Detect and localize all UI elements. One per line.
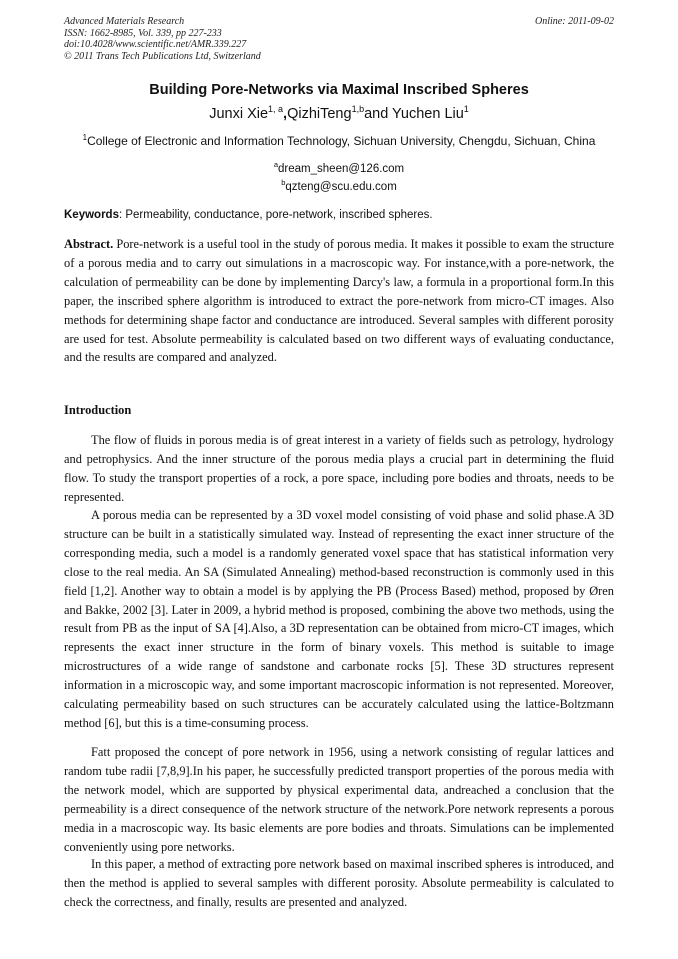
keywords-text: : Permeability, conductance, pore-network, inscribed spheres. [118, 209, 433, 221]
abstract-label: Abstract. [64, 237, 114, 251]
email-a-line [0, 160, 678, 175]
section-heading-introduction: Introduction [64, 403, 132, 417]
author-1-name: Junxi Xie [209, 105, 269, 122]
intro-paragraph-3: Fatt proposed the concept of pore network in 1956, using a network consisting of regular lattices and random tube radii [7,8,9].In his paper, he successfully predicted transport properties of the porous media with the network model, which are supported by physical experimental data, andreached a conclusion that the permeability is a direct consequence of the network structure of the network.Pore network represents a porous media in a macroscopic way. Its basic elements are pore bodies and throats. Simulations can be implemented conveniently using pore networks. [64, 745, 614, 854]
paper-title: Building Pore-Networks via Maximal Inscribed Spheres [149, 82, 529, 98]
abstract-text: Pore-network is a useful tool in the study of porous media. It makes it possible to exam the structure of a porous media and to carry out simulations in a macroscopic way. For instance,with a pore-network, the calculation of permeability can be done by implementing Darcy's law, a formula in a proportional form.In this paper, the inscribed sphere algorithm is introduced to extract the pore-network from micro-CT images. Also methods for determining shape factor and conductance are introduced. Several samples with different porosity are used for test. Absolute permeability is calculated based on two different ways of evaluating conductance, and the results are compared and analyzed. [64, 237, 614, 365]
email-a: dream_sheen@126.com [278, 162, 405, 175]
email-b-sup: b [281, 178, 286, 187]
affiliation [0, 133, 678, 148]
email-b: qzteng@scu.edu.com [285, 180, 397, 193]
issn-line: ISSN: 1662-8985, Vol. 339, pp 227-233 [64, 27, 222, 39]
journal-header [64, 16, 261, 62]
email-b-line [0, 178, 678, 193]
intro-paragraph-1: The flow of fluids in porous media is of great interest in a variety of fields such as petrology, hydrology and petrophysics. And the inner structure of the porous media plays a crucial part in determining the fluid flow. To study the transport properties of a rock, a pore space, including pore bodies and throats, needs to be represented. [64, 433, 614, 504]
abstract [64, 235, 614, 367]
author-2-name: QizhiTeng [287, 105, 352, 122]
doi-line: doi:10.4028/www.scientific.net/AMR.339.227 [64, 39, 247, 50]
keywords-label: Keywords [64, 209, 119, 221]
email-a-sup: a [273, 160, 279, 169]
affiliation-sup: 1 [82, 133, 88, 142]
author-1-sup: 1, a [268, 104, 284, 114]
online-date: Online: 2011-09-02 [535, 16, 614, 27]
intro-paragraph-2: A porous media can be represented by a 3D voxel model consisting of void phase and solid phase.A 3D structure can be built in a statistically simulated way. Instead of representing the exact inner structure of the corresponding media, such a model is a randomly generated voxel space that has statistical information very close to the real media. An SA (Simulated Annealing) method-based reconstruction is commonly used in this field [1,2]. Another way to obtain a model is by applying the PB (Process Based) method, proposed by Øren and Bakke, 2002 [3]. Later in 2009, a hybrid method is proposed, combining the above two methods, using the result from PB as the input of SA [4].Also, a 3D representation can be obtained from micro-CT images, which represents the exact inner structure in the form of binary voxels. This method is suitable to image microstructures of a wide range of sandstone and carbonate rocks [5]. These 3D structures represent information in a microscopic way, and some important macroscopic information is not represented. Moreover, calculating permeability based on such structures can be accurately calculated using the lattice-Boltzmann method [6], but this is a time-consuming process. [64, 508, 614, 730]
author-separator: , [283, 105, 288, 122]
intro-paragraph-4: In this paper, a method of extracting pore network based on maximal inscribed spheres is introduced, and then the method is applied to several samples with different porosity. Absolute permeability is calculated to check the correctness, and finally, results are presented and analyzed. [64, 857, 614, 909]
author-2-sup: 1,b [351, 104, 365, 114]
journal-name: Advanced Materials Research [64, 16, 185, 27]
keywords [64, 209, 614, 221]
author-3-sup: 1 [463, 104, 469, 114]
affiliation-text: College of Electronic and Information Technology, Sichuan University, Chengdu, Sichuan, China [87, 134, 596, 148]
author-line [0, 104, 678, 122]
copyright-line: © 2011 Trans Tech Publications Ltd, Switzerland [64, 50, 261, 62]
author-3-name: and Yuchen Liu [364, 105, 464, 122]
